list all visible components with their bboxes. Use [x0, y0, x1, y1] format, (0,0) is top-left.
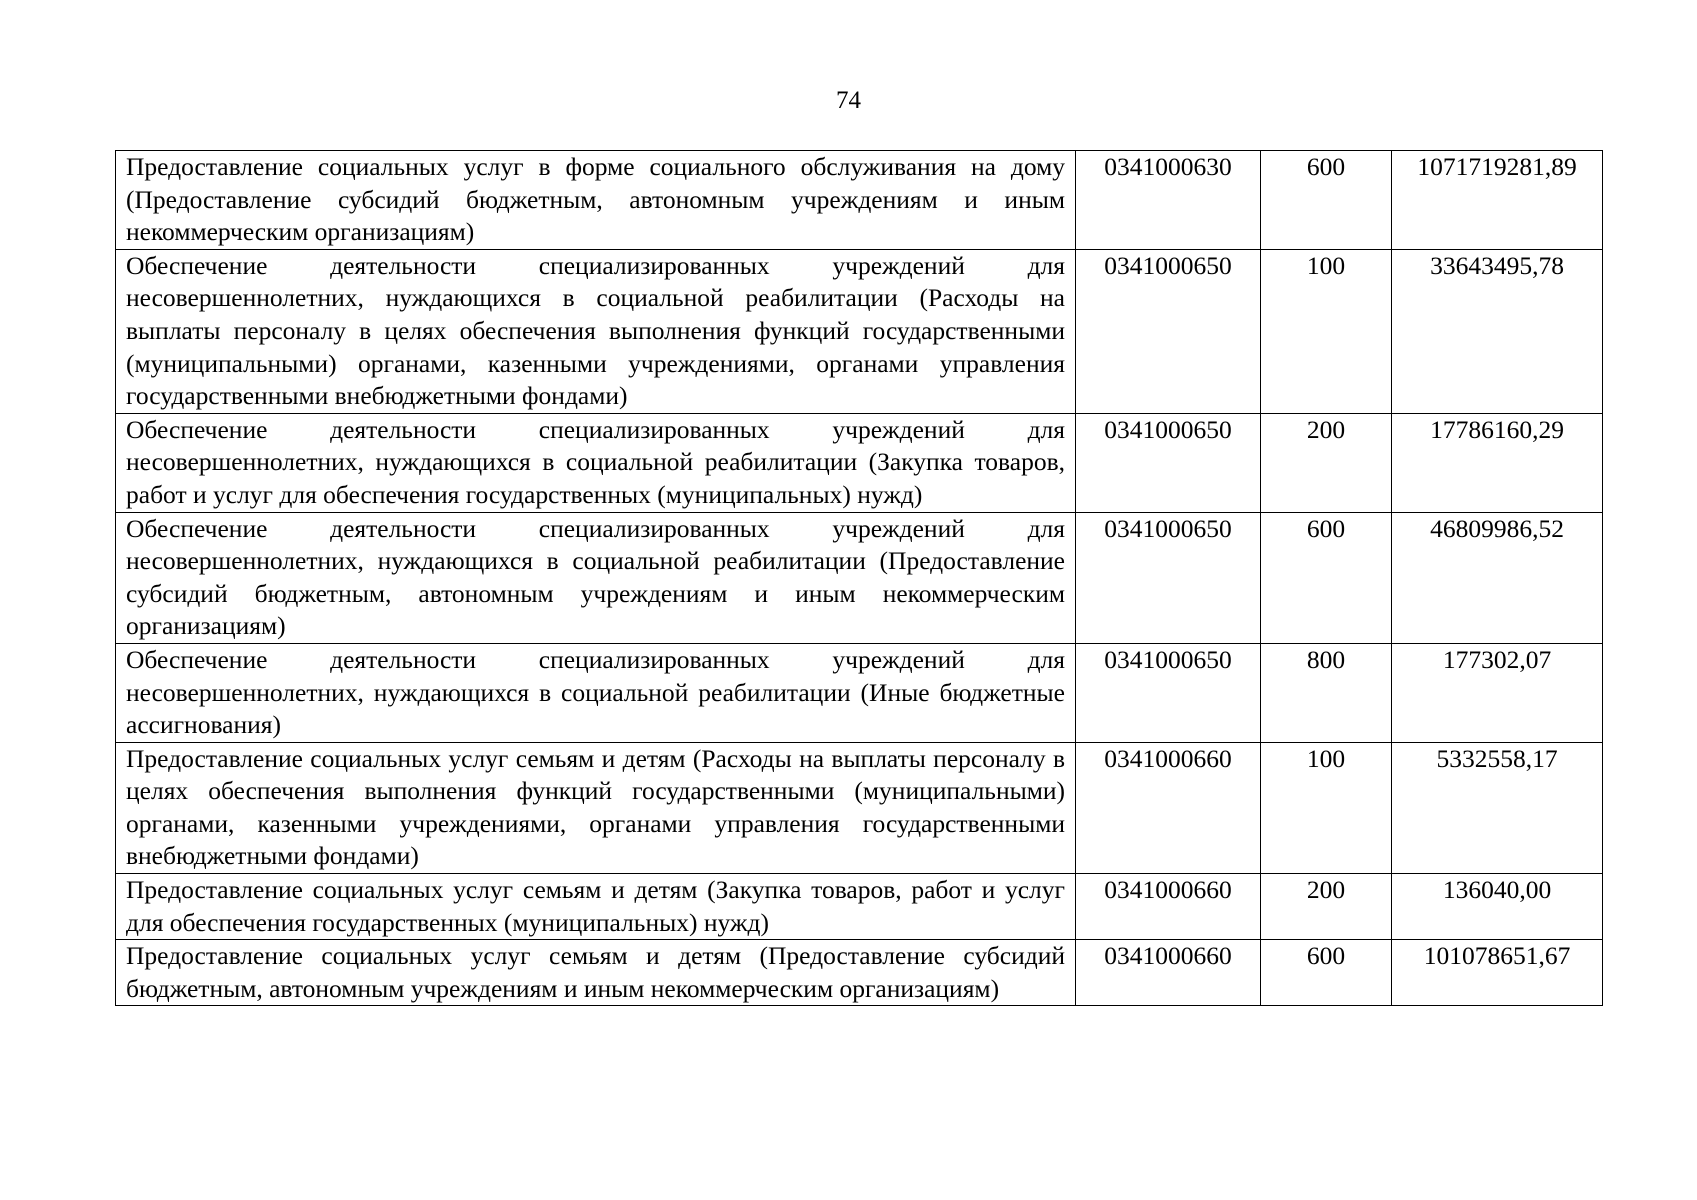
table-row: [116, 151, 1603, 250]
budget-table: [115, 150, 1603, 1006]
page-number: 74: [836, 87, 861, 114]
row-expense-type: 100: [1261, 742, 1392, 873]
row-description: Обеспечение деятельности специализированных учреждений для несовершеннолетних, нуждающихся в социальной реабилитации (Закупка товаров, работ и услуг для обеспечения государственных (муниципальных) нужд): [116, 413, 1076, 512]
row-target-code: 0341000660: [1076, 874, 1261, 940]
row-expense-type: 100: [1261, 249, 1392, 413]
row-amount: 5332558,17: [1392, 742, 1603, 873]
row-expense-type: 200: [1261, 874, 1392, 940]
row-expense-type: 800: [1261, 643, 1392, 742]
table-row: [116, 874, 1603, 940]
row-target-code: 0341000660: [1076, 742, 1261, 873]
row-description: Обеспечение деятельности специализированных учреждений для несовершеннолетних, нуждающихся в социальной реабилитации (Предоставление субсидий бюджетным, автономным учреждениям и иным некоммерческим организациям): [116, 512, 1076, 643]
row-expense-type: 600: [1261, 151, 1392, 250]
row-target-code: 0341000650: [1076, 413, 1261, 512]
row-amount: 101078651,67: [1392, 940, 1603, 1006]
table-row: [116, 742, 1603, 873]
row-amount: 33643495,78: [1392, 249, 1603, 413]
row-target-code: 0341000660: [1076, 940, 1261, 1006]
table-row: [116, 643, 1603, 742]
table-row: [116, 512, 1603, 643]
row-target-code: 0341000650: [1076, 249, 1261, 413]
row-expense-type: 200: [1261, 413, 1392, 512]
table-row: [116, 249, 1603, 413]
row-description: Предоставление социальных услуг семьям и детям (Предоставление субсидий бюджетным, автономным учреждениям и иным некоммерческим организациям): [116, 940, 1076, 1006]
row-description: Предоставление социальных услуг семьям и детям (Закупка товаров, работ и услуг для обеспечения государственных (муниципальных) нужд): [116, 874, 1076, 940]
row-description: Обеспечение деятельности специализированных учреждений для несовершеннолетних, нуждающихся в социальной реабилитации (Расходы на выплаты персоналу в целях обеспечения выполнения функций государственными (муниципальными) органами, казенными учреждениями, органами управления государственными внебюджетными фондами): [116, 249, 1076, 413]
row-description: Обеспечение деятельности специализированных учреждений для несовершеннолетних, нуждающихся в социальной реабилитации (Иные бюджетные ассигнования): [116, 643, 1076, 742]
row-description: Предоставление социальных услуг семьям и детям (Расходы на выплаты персоналу в целях обеспечения выполнения функций государственными (муниципальными) органами, казенными учреждениями, органами управления государственными внебюджетными фондами): [116, 742, 1076, 873]
row-amount: 46809986,52: [1392, 512, 1603, 643]
row-description: Предоставление социальных услуг в форме социального обслуживания на дому (Предоставление субсидий бюджетным, автономным учреждениям и иным некоммерческим организациям): [116, 151, 1076, 250]
row-target-code: 0341000650: [1076, 512, 1261, 643]
row-expense-type: 600: [1261, 512, 1392, 643]
table-row: [116, 940, 1603, 1006]
row-target-code: 0341000630: [1076, 151, 1261, 250]
row-target-code: 0341000650: [1076, 643, 1261, 742]
table-row: [116, 413, 1603, 512]
row-amount: 1071719281,89: [1392, 151, 1603, 250]
row-amount: 177302,07: [1392, 643, 1603, 742]
row-amount: 136040,00: [1392, 874, 1603, 940]
row-expense-type: 600: [1261, 940, 1392, 1006]
row-amount: 17786160,29: [1392, 413, 1603, 512]
